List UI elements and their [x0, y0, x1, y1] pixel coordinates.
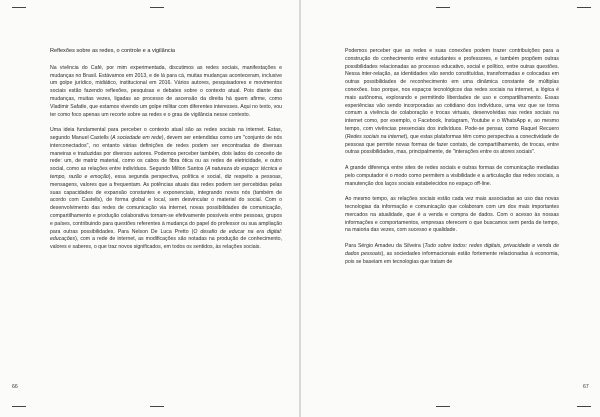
- crop-mark: [577, 406, 591, 407]
- left-page: [0, 0, 299, 417]
- paragraph: Ao mesmo tempo, as relações sociais estão cada vez mais associadas ao uso das novas tecnologias da informação e comunicação que colaboram com um dos mais importantes mercados na atualidade, que é a venda e compra de dados. Com o acesso às nossas informações e comportamentos, empresas oferecem o que buscamos sem perda de tempo, na maioria das vezes, com sucesso e qualidade.: [345, 196, 559, 234]
- crop-mark: [436, 406, 450, 407]
- crop-mark: [150, 406, 164, 407]
- paragraph: Podemos perceber que as redes e suas conexões podem trazer contribuições para a construção do conhecimento entre estudantes e professores, e também propõem outras possibilidades relacionadas ao processo educativo, social e político, entre outras questões. Nessa inter-relação, as identidades vão sendo constituídas, transformadas e colocadas em outras possibilidades de reconhecimento em uma dinâmica constante de múltiplas conexões. Isso porque, nos espaços tecnológicos das redes sociais na internet, a lógica é mais autônoma, explorando e permitindo liberdades de uso e compartilhamento. Essas experiências vão sendo incorporadas ao cotidiano dos indivíduos, uma vez que se torna comum a vivência de colaboração e trocas virtuais, desenvolvidas nas redes sociais na internet como, por exemplo, o Facebook, Instagram, Youtube e o WhatsApp e, ao mesmo tempo, com vivências presenciais dos indivíduos. Pode-se pensar, como Raquel Recuero (Redes sociais na internet), que estas plataformas têm como perspectiva a conectividade de pessoas que permite novas formas de fazer contato, de compartilhamento, de trocas, entre outras possibilidades, mas, principalmente, de "interações entre os atores sociais".: [345, 48, 559, 156]
- crop-mark: [12, 406, 26, 407]
- page-number: 66: [12, 384, 18, 390]
- left-text-column: [50, 48, 282, 260]
- section-title: Reflexões sobre as redes, o controle e a vigilância: [50, 48, 175, 54]
- paragraph: A grande diferença entre sites de redes sociais e outras formas de comunicação mediadas pelo computador é o modo como permitem a visibilidade e a articulação das redes sociais, a manutenção dos laços sociais estabelecidos no espaço off-line.: [345, 164, 559, 187]
- crop-mark: [150, 7, 164, 8]
- page-number: 67: [583, 384, 589, 390]
- paragraph: Na vivência do Café, por mim experimentada, discutimos as redes sociais, manifestações e mudanças no Brasil. Estávamos em 2013, e de lá para cá, muitas mudanças aconteceram, inclusive um golpe jurídico, midiático, institucional em 2016. Vários autores, pesquisadores e movimentos sociais estão fazendo reflexões, pesquisas e debates sobre o contexto atual. Pois diante das mudanças, muitas vezes, ligadas ao processo de ascensão da direita há quem afirme, como Vladimir Safatle, que estamos vivendo um golpe militar com diferentes interesses. Aqui no texto, vou ter como foco apenas um recorte sobre as redes e o grau de vigilância nesse contexto.: [50, 64, 282, 118]
- right-text-column: [345, 48, 559, 274]
- paragraph: Uma ideia fundamental para perceber o contexto atual são as redes sociais na internet. Estas, segundo Manuel Castells (A sociedade em rede), devem ser entendidas como um "conjunto de nós interconectados", no entanto várias definições de redes podem ser encontradas de diversas maneiras e traduzidas por diversos autores. Podemos perceber também, dois lados do conceito de rede: um, de matriz material, como os cabos de fibra ótica ou as redes de eletricidade, e outro social, como as relações entre indivíduos. Segundo Milton Santos (A natureza do espaço: técnica e tempo, razão e emoção), essa segunda perspectiva, política e social, diz respeito a pessoas, mensagens, valores que a frequentam. As potências atuais das redes podem ser percebidas pelas suas capacidades de expansão constantes e exponenciais, integrando novos nós (também de acordo com Castells), de forma global e local, sem desvincular o material do social. Com o desenvolvimento das redes de comunicação via internet, novas possibilidades de comunicação, compartilhamento e produção colaborativa tornam-se efetivamente possíveis entre pessoas, grupos e países, contribuindo para questões referentes à mudança do papel do professor ou sua ampliação para outras possibilidades. Para Nelson De Luca Pretto (O desafio de educar na era digital: educações), com a rede de internet, as modificações são notadas na produção de conhecimento, valores e saberes, o que traz novos significados, em todos os sentidos, às relações sociais.: [50, 127, 283, 251]
- crop-mark: [12, 7, 26, 8]
- paragraph: Para Sérgio Amadeu da Silveira (Tudo sobre todos: redes digitais, privacidade e venda de dados pessoais), as sociedades informacionais estão fortemente relacionadas à economia, pois se baseiam em tecnologias que tratam de: [345, 242, 560, 265]
- crop-mark: [436, 7, 450, 8]
- crop-mark: [577, 7, 591, 8]
